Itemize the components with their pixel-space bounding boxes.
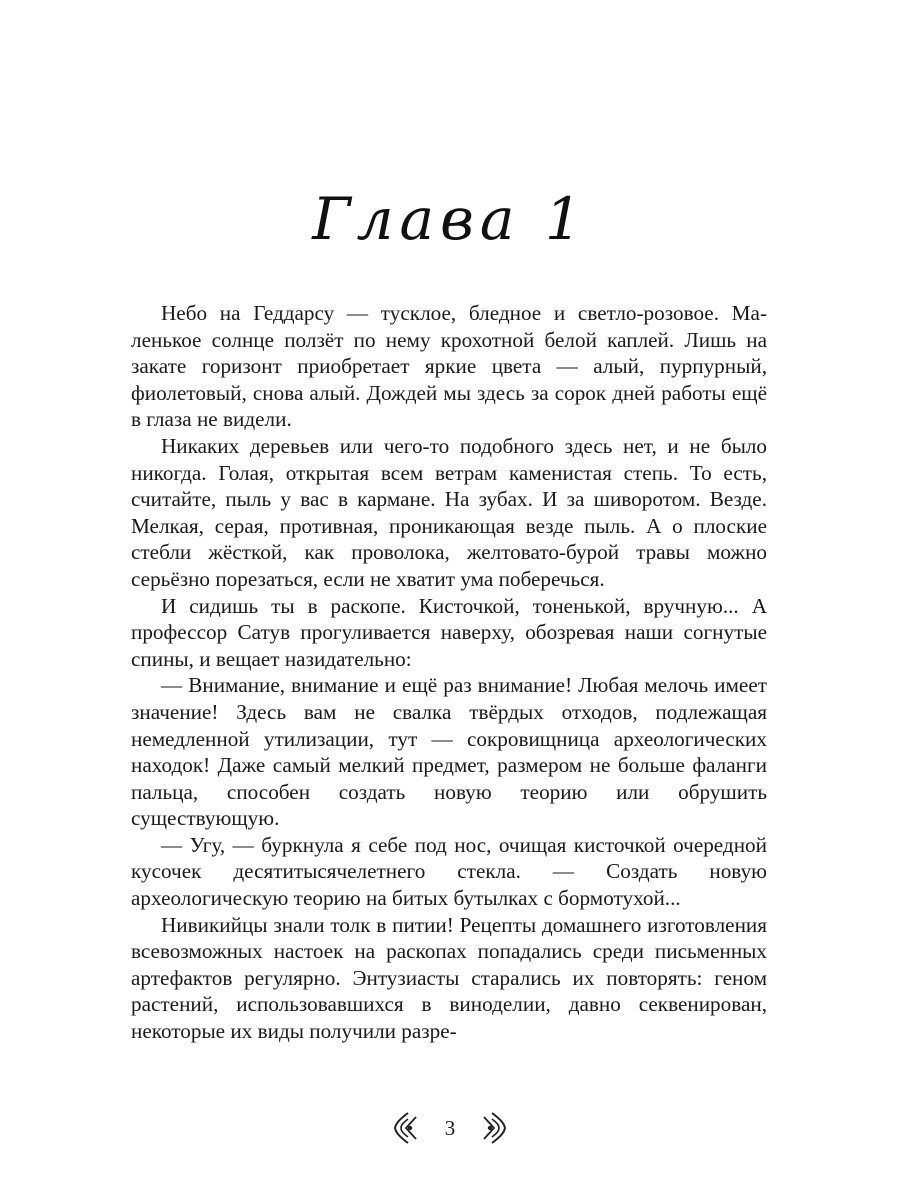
paragraph: Никаких деревьев или чего-то подобного здесь нет, и не было никогда. Голая, открытая всем ветрам каменистая степь. То есть, считайте, пыль у вас в кармане. На зубах. И за шиворотом. Везде. Мелкая, серая, противная, проникающая везде пыль. А о плоские стебли жёсткой, как проволока, желтовато-бурой травы можно серьёзно порезаться, если не хватит ума поберечься. xyxy=(131,433,767,591)
chapter-title: Глава 1 xyxy=(312,185,588,253)
body-text xyxy=(131,300,767,1045)
right-fleuron-icon xyxy=(480,1111,508,1145)
paragraph: Небо на Геддарсу — тусклое, бледное и светло-розовое. Маленькое солнце ползёт по нему крохотной белой каплей. Лишь на закате горизонт приобретает яркие цвета — алый, пурпурный, фиолетовый, снова алый. Дождей мы здесь за сорок дней работы ещё в глаза не видели. xyxy=(131,301,767,432)
paragraph: — Угу, — буркнула я себе под нос, очищая кисточкой очередной кусочек десятитысячелетнего стекла. — Создать новую археологическую теорию на битых бутылках с бормотухой... xyxy=(131,832,767,911)
paragraph: Нивикийцы знали толк в питии! Рецепты домашнего изготовления всевозможных настоек на раскопах попадались среди письменных артефактов регулярно. Энтузиасты старались их повторять: геном растений, использовавшихся в виноделии, давно секвенирован, некоторые их виды получили разре- xyxy=(131,912,767,1044)
paragraph: — Внимание, внимание и ещё раз внимание! Любая мелочь имеет значение! Здесь вам не свалка твёрдых отходов, подлежащая немедленной утилизации, тут — сокровищница археологических находок! Даже самый мелкий предмет, размером не больше фаланги пальца, способен создать новую теорию или обрушить существующую. xyxy=(131,673,767,831)
paragraph: И сидишь ты в раскопе. Кисточкой, тоненькой, вручную... А профессор Сатув прогуливается наверху, обозревая наши согнутые спины, и вещает назидательно: xyxy=(131,593,767,671)
page-number: 3 xyxy=(444,1115,456,1140)
left-fleuron-icon xyxy=(392,1111,420,1145)
page-footer xyxy=(0,1108,900,1148)
